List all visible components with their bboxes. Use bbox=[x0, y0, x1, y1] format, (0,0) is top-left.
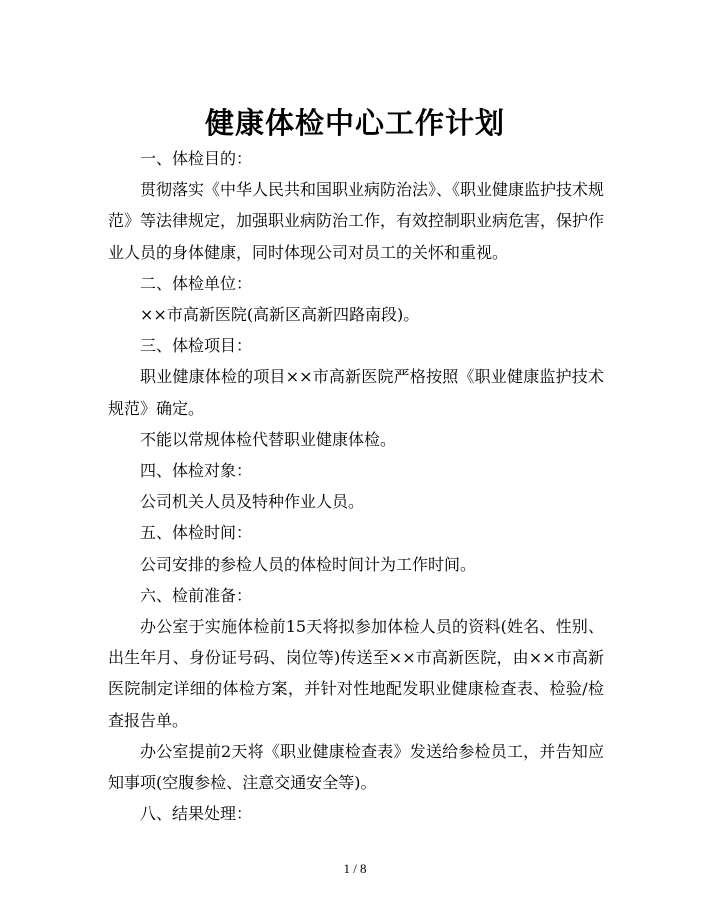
section-paragraph: 贯彻落实《中华人民共和国职业病防治法》、《职业健康监护技术规范》等法律规定，加强职业病防治工作，有效控制职业病危害，保护作业人员的身体健康，同时体现公司对员工的关怀和重视。 bbox=[108, 180, 605, 262]
section-heading-time: 五、体检时间： bbox=[140, 523, 253, 543]
section-paragraph: 公司机关人员及特种作业人员。 bbox=[140, 492, 365, 512]
document-title: 健康体检中心工作计划 bbox=[204, 106, 505, 141]
page-number: 1 / 8 bbox=[343, 861, 367, 876]
section-heading-preparation: 六、检前准备： bbox=[140, 585, 253, 605]
section-heading-purpose: 一、体检目的： bbox=[140, 149, 253, 168]
section-heading-subjects: 四、体检对象： bbox=[140, 461, 253, 481]
document-body bbox=[108, 143, 604, 829]
section-paragraph: 公司安排的参检人员的体检时间计为工作时间。 bbox=[140, 554, 477, 574]
section-paragraph: 不能以常规体检代替职业健康体检。 bbox=[140, 429, 397, 449]
section-heading-results: 八、结果处理： bbox=[140, 804, 253, 824]
section-heading-items: 三、体检项目： bbox=[140, 336, 253, 356]
section-paragraph: 职业健康体检的项目××市高新医院严格按照《职业健康监护技术规范》确定。 bbox=[108, 367, 604, 418]
section-paragraph: ××市高新医院(高新区高新四路南段)。 bbox=[140, 305, 420, 325]
section-paragraph: 办公室提前2天将《职业健康检查表》发送给参检员工，并告知应知事项(空腹参检、注意交通安全等)。 bbox=[108, 741, 604, 793]
section-paragraph: 办公室于实施体检前15天将拟参加体检人员的资料(姓名、性别、出生年月、身份证号码、岗位等)传送至××市高新医院，由××市高新医院制定详细的体检方案，并针对性地配发职业健康检查表、检验/检查报告单。 bbox=[108, 617, 604, 730]
section-heading-provider: 二、体检单位： bbox=[140, 273, 253, 293]
